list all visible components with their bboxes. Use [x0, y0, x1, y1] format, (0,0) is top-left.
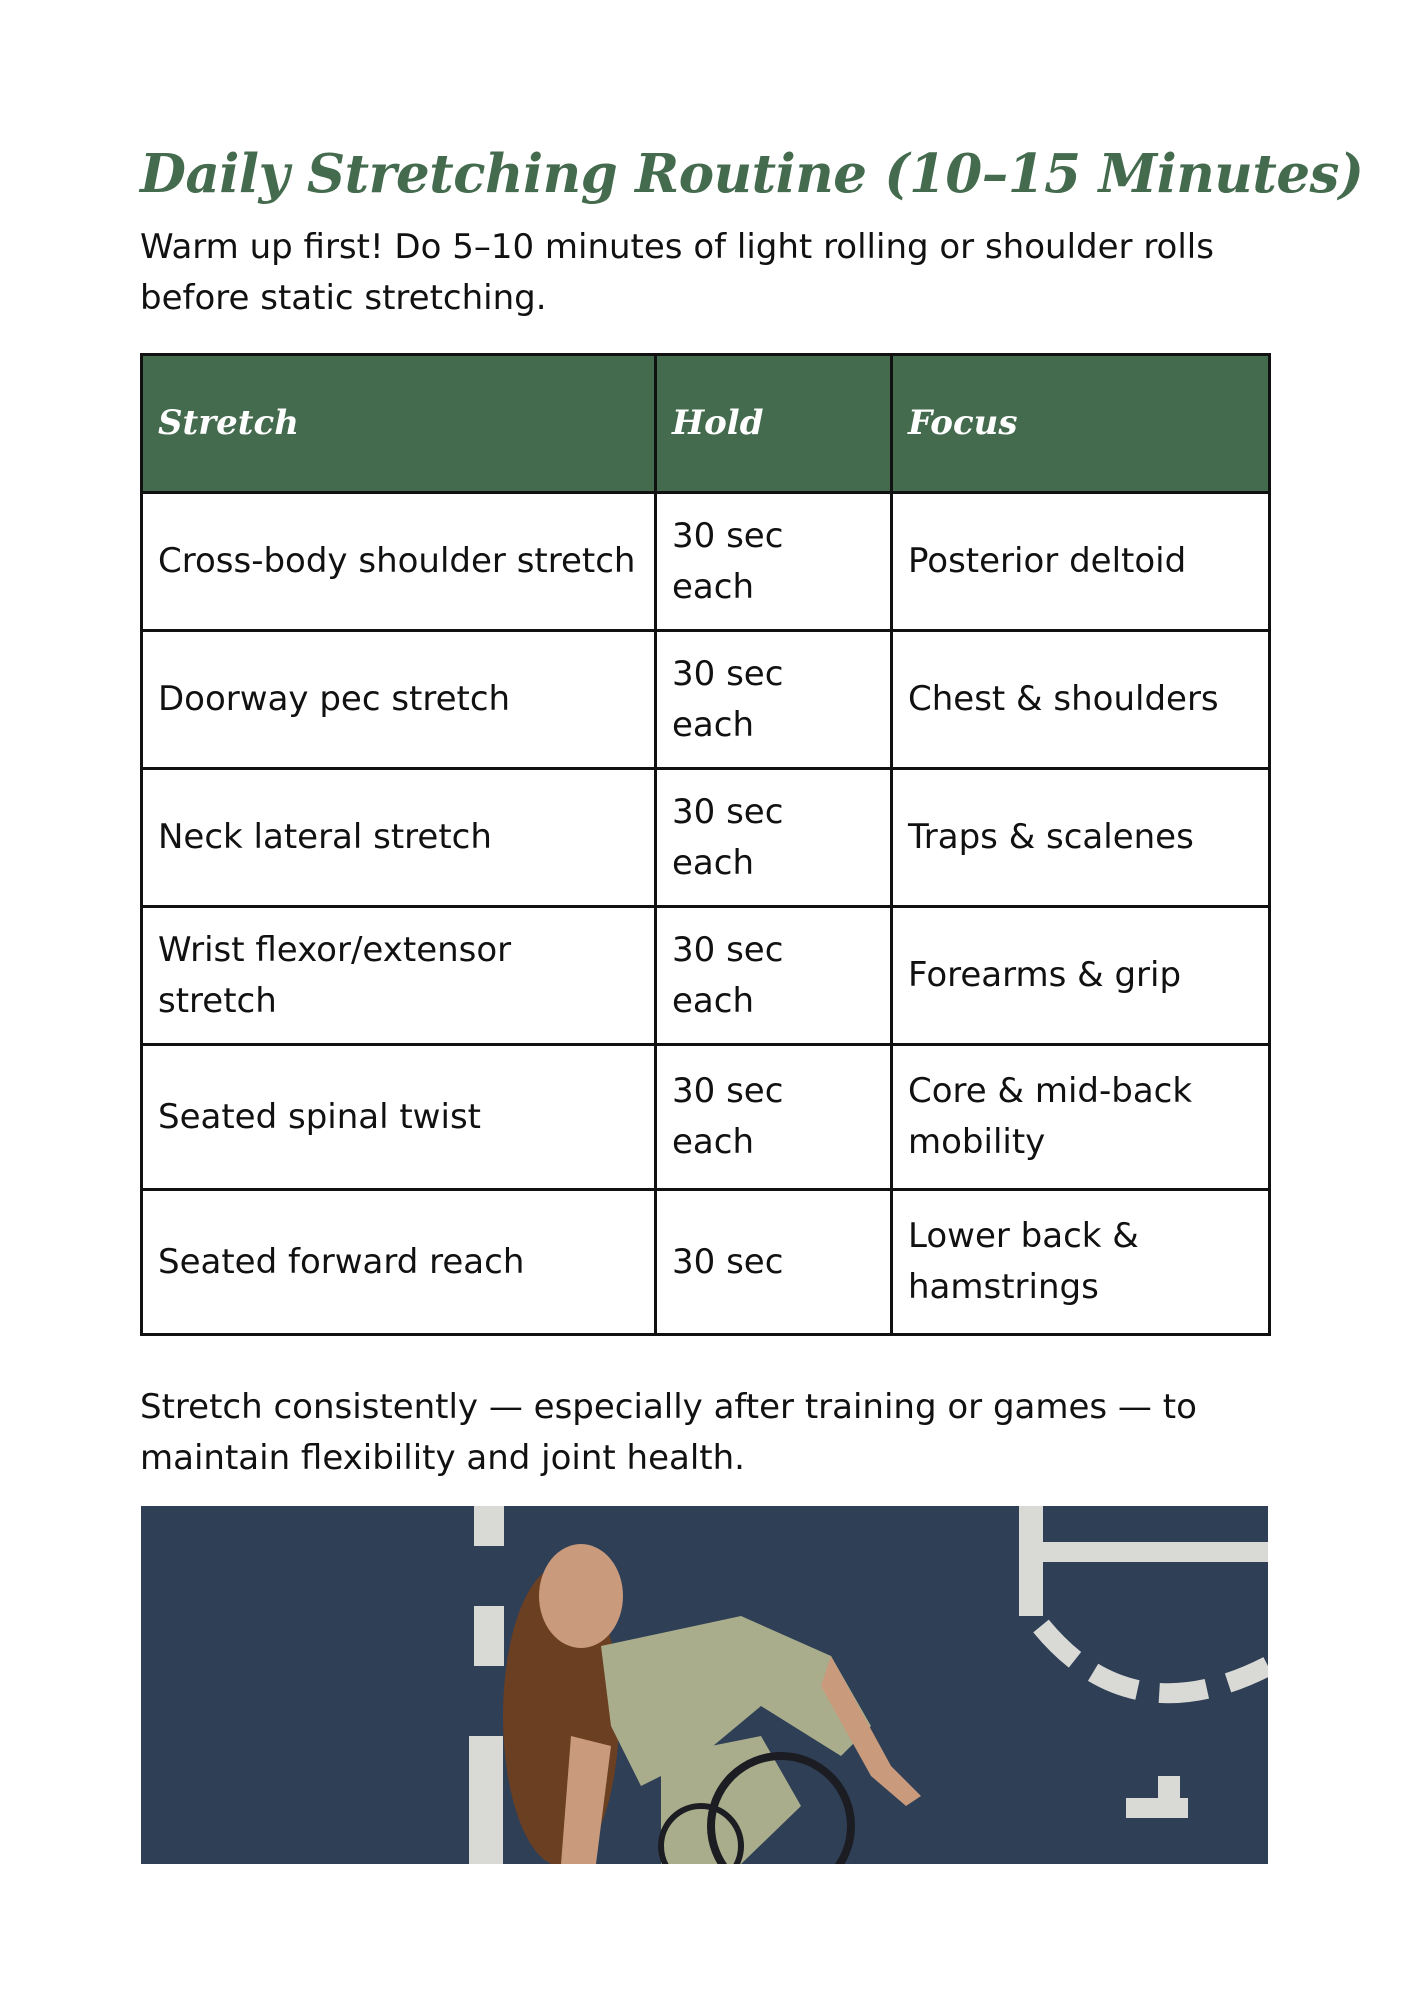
focus-cell: Traps & scalenes: [892, 769, 1270, 907]
hold-cell: 30 sec each: [656, 1045, 892, 1190]
table-row: [142, 907, 1270, 1045]
table-header-row: [142, 355, 1270, 493]
stretch-cell: Doorway pec stretch: [142, 631, 656, 769]
hold-cell: 30 sec each: [656, 493, 892, 631]
focus-cell: Core & mid-back mobility: [892, 1045, 1270, 1190]
stretch-cell: Cross-body shoulder stretch: [142, 493, 656, 631]
header-focus: Focus: [892, 355, 1270, 493]
stretch-cell: Wrist flexor/extensor stretch: [142, 907, 656, 1045]
table-row: [142, 769, 1270, 907]
stretch-cell: Seated spinal twist: [142, 1045, 656, 1190]
stretch-cell: Seated forward reach: [142, 1190, 656, 1335]
stretch-table: [140, 353, 1271, 1336]
header-stretch: Stretch: [142, 355, 656, 493]
stretching-photo: [141, 1506, 1268, 1864]
hold-cell: 30 sec each: [656, 769, 892, 907]
table-row: [142, 493, 1270, 631]
focus-cell: Posterior deltoid: [892, 493, 1270, 631]
focus-cell: Chest & shoulders: [892, 631, 1270, 769]
intro-paragraph: Warm up first! Do 5–10 minutes of light rolling or shoulder rolls before static stretching.: [140, 227, 1214, 318]
stretch-cell: Neck lateral stretch: [142, 769, 656, 907]
hold-cell: 30 sec: [656, 1190, 892, 1335]
focus-cell: Forearms & grip: [892, 907, 1270, 1045]
table-row: [142, 1190, 1270, 1335]
hold-cell: 30 sec each: [656, 631, 892, 769]
outro-paragraph: Stretch consistently — especially after training or games — to maintain flexibility and joint health.: [140, 1387, 1197, 1478]
page-title: Daily Stretching Routine (10–15 Minutes): [140, 143, 1364, 205]
focus-cell: Lower back & hamstrings: [892, 1190, 1270, 1335]
table-row: [142, 1045, 1270, 1190]
header-hold: Hold: [656, 355, 892, 493]
hold-cell: 30 sec each: [656, 907, 892, 1045]
table-row: [142, 631, 1270, 769]
